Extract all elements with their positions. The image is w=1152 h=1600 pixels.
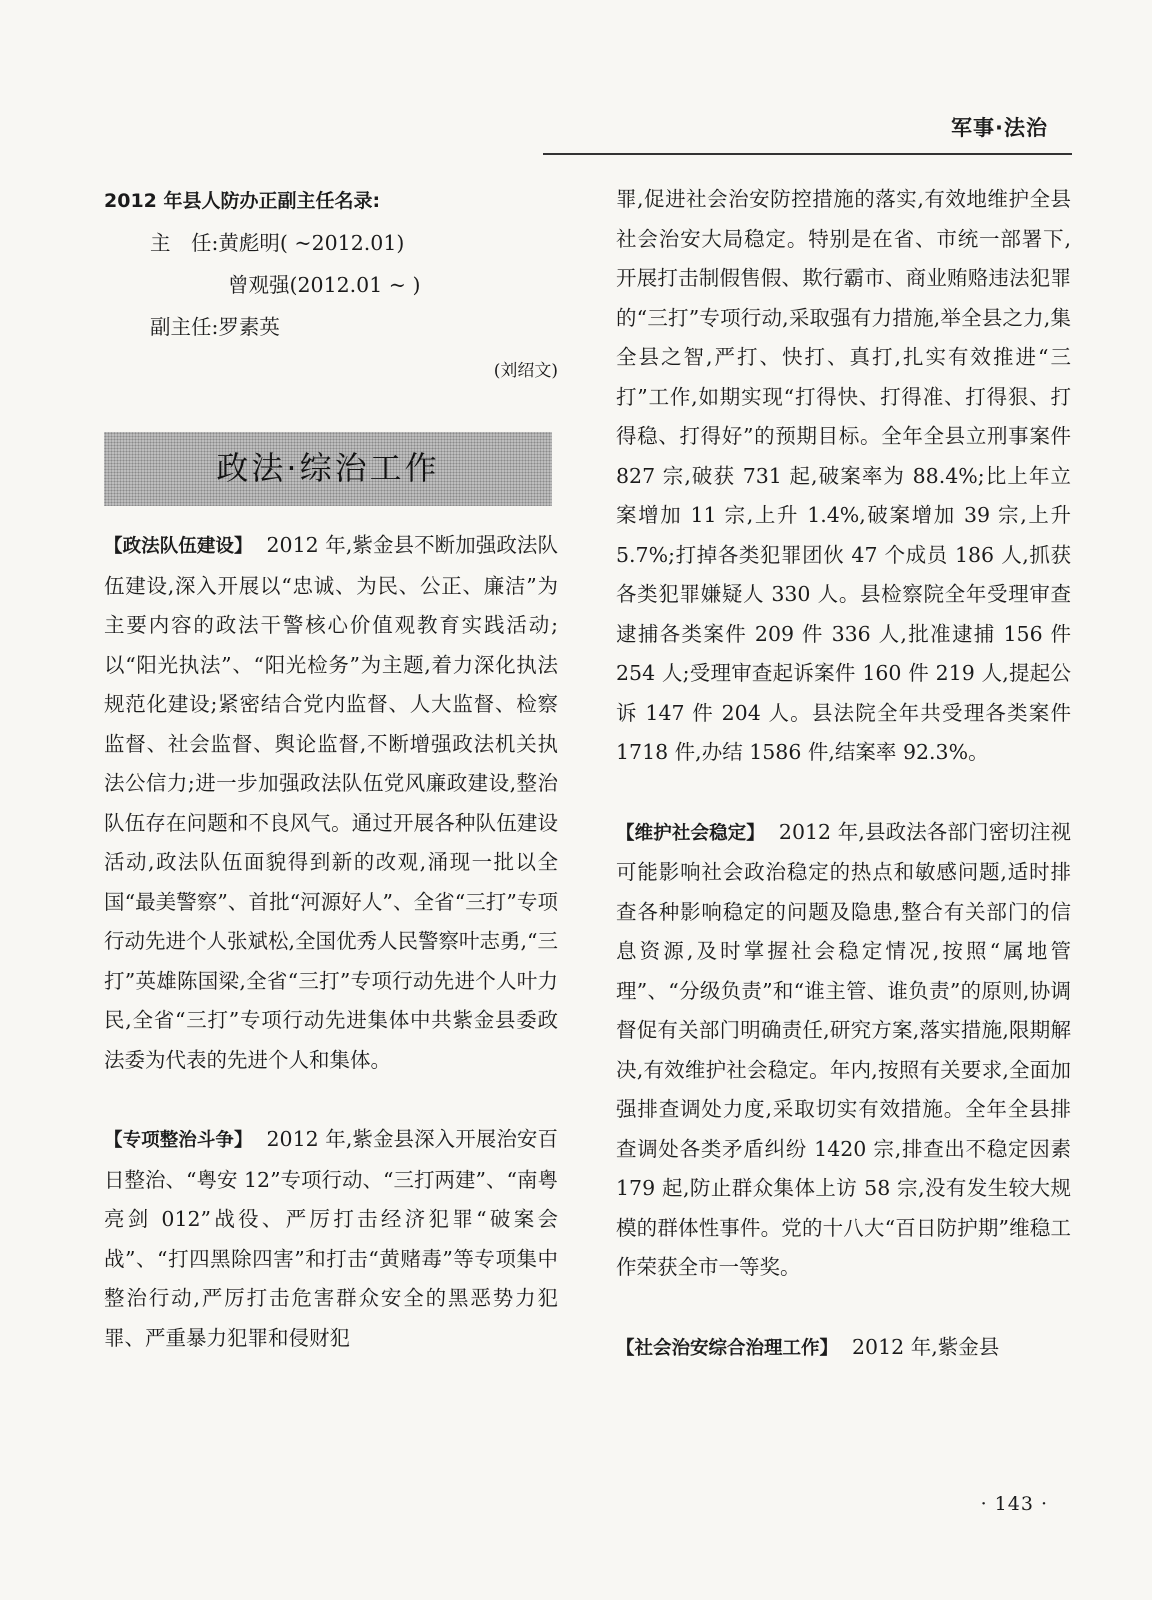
section-banner: 政法·综治工作 bbox=[104, 432, 552, 506]
section-header-title: 军事·法治 bbox=[951, 116, 1048, 140]
article-body: 2012 年,紫金县深入开展治安百日整治、“粤安 12”专项行动、“三打两建”、“南粤亮剑 012”战役、严厉打击经济犯罪“破案会战”、“打四黑除四害”和打击“黄赌毒”等专项集中整治行动,严厉打击危害群众安全的黑恶势力犯罪、严重暴力犯罪和侵财犯 bbox=[104, 1127, 559, 1350]
article-comprehensive-governance bbox=[616, 1328, 1071, 1369]
author-credit: (刘绍文) bbox=[493, 361, 558, 381]
roster-director-2: 曾观强(2012.01 ~ ) bbox=[228, 273, 421, 297]
article-social-stability bbox=[616, 813, 1071, 1288]
article-tag: 【社会治安综合治理工作】 bbox=[616, 1337, 839, 1359]
article-tag: 【政法队伍建设】 bbox=[104, 536, 253, 557]
right-column bbox=[616, 180, 1071, 1408]
roster-director: 主 任:黄彪明( ~2012.01) bbox=[150, 231, 405, 255]
page-number: · 143 · bbox=[980, 1493, 1048, 1515]
article-special-rectification bbox=[104, 1120, 558, 1358]
left-column bbox=[104, 180, 558, 1398]
header-rule bbox=[543, 153, 1072, 155]
article-body: 2012 年,紫金县不断加强政法队伍建设,深入开展以“忠诚、为民、公正、廉洁”为主要内容的政法干警核心价值观教育实践活动;以“阳光执法”、“阳光检务”为主题,着力深化执法规范化建设;紧密结合党内监督、人大监督、检察监督、社会监督、舆论监督,不断增强政法机关执法公信力;进一步加强政法队伍党风廉政建设,整治队伍存在问题和不良风气。通过开展各种队伍建设活动,政法队伍面貌得到新的改观,涌现一批以全国“最美警察”、首批“河源好人”、全省“三打”专项行动先进个人张斌松,全国优秀人民警察叶志勇,“三打”英雄陈国梁,全省“三打”专项行动先进个人叶力民,全省“三打”专项行动先进集体中共紫金县委政法委为代表的先进个人和集体。 bbox=[104, 533, 559, 1072]
article-tag: 【维护社会稳定】 bbox=[616, 822, 765, 844]
article-body: 2012 年,紫金县 bbox=[852, 1334, 1000, 1359]
article-body: 2012 年,县政法各部门密切注视可能影响社会政治稳定的热点和敏感问题,适时排查各种影响稳定的问题及隐患,整合有关部门的信息资源,及时掌握社会稳定情况,按照“属地管理”、“分级负责”和“谁主管、谁负责”的原则,协调督促有关部门明确责任,研究方案,落实措施,限期解决,有效维护社会稳定。年内,按照有关要求,全面加强排查调处力度,采取切实有效措施。全年全县排查调处各类矛盾纠纷 1420 宗,排查出不稳定因素 179 起,防止群众集体上访 58 宗,没有发生较大规模的群体性事件。党的十八大“百日防护期”维稳工作荣获全市一等奖。 bbox=[616, 819, 1071, 1279]
article-team-building bbox=[104, 526, 558, 1080]
article-special-rectification-continued bbox=[616, 180, 1071, 773]
roster-title: 2012 年县人防办正副主任名录: bbox=[104, 190, 381, 212]
article-body: 罪,促进社会治安防控措施的落实,有效地维护全县社会治安大局稳定。特别是在省、市统一部署下,开展打击制假售假、欺行霸市、商业贿赂违法犯罪的“三打”专项行动,采取强有力措施,举全县之力,集全县之智,严打、快打、真打,扎实有效推进“三打”工作,如期实现“打得快、打得准、打得狠、打得稳、打得好”的预期目标。全年全县立刑事案件 827 宗,破获 731 起,破案率为 88.4%;比上年立案增加 11 宗,上升 1.4%,破案增加 39 宗,上升 5.7%;打掉各类犯罪团伙 47 个成员 186 人,抓获各类犯罪嫌疑人 330 人。县检察院全年受理审查逮捕各类案件 209 件 336 人,批准逮捕 156 件 254 人;受理审查起诉案件 160 件 219 人,提起公诉 147 件 204 人。县法院全年共受理各类案件 1718 件,办结 1586 件,结案率 92.3%。 bbox=[616, 187, 1071, 764]
article-tag: 【专项整治斗争】 bbox=[104, 1130, 253, 1151]
roster-deputy: 副主任:罗素英 bbox=[150, 315, 280, 339]
